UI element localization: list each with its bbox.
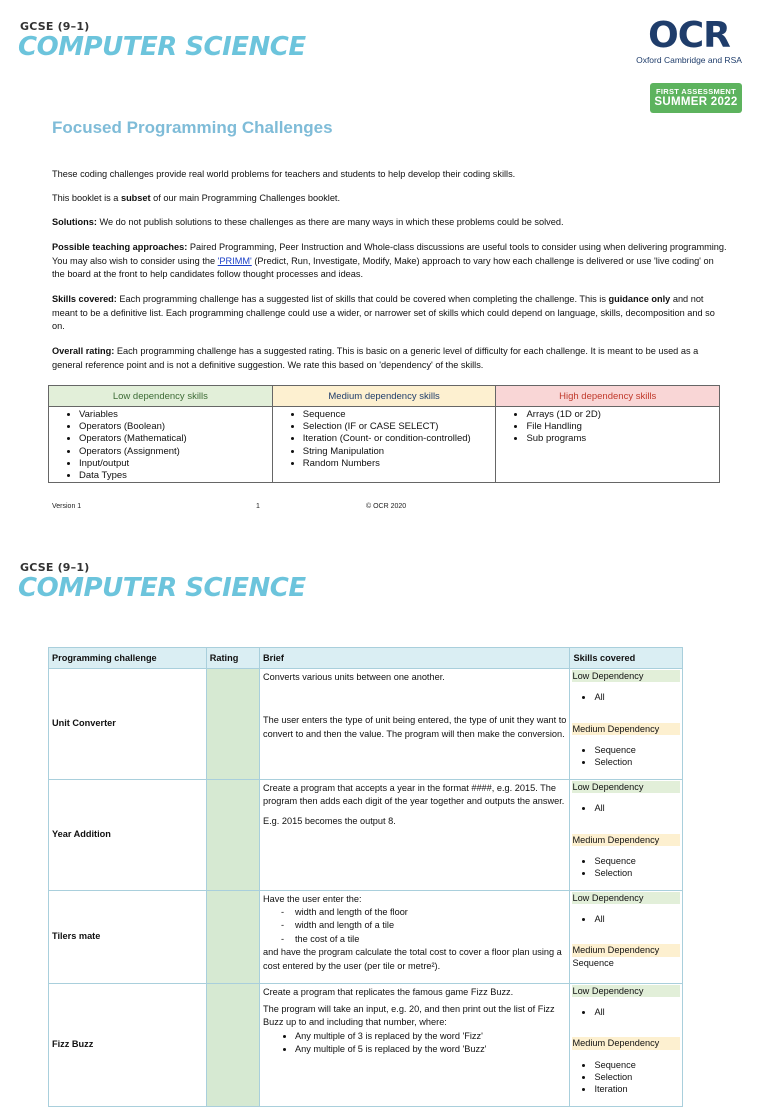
rating-text: Each programming challenge has a suggested rating. This is basic on a generic level of difficulty for each challenge. It is meant to be used as a general reference point and is not a definitive suggestion. We rate this based on 'dependency' of the skills. (52, 346, 699, 370)
gcse-label-page2: GCSE (9–1) (20, 561, 90, 574)
brief-text: and have the program calculate the total cost to cover a floor plan using a cost entered by the user (per tile or metre²). (262, 947, 562, 971)
medium-skills-list (273, 409, 496, 470)
list-item: • Iteration (Count- or condition-controlled) (303, 433, 496, 445)
list-item: • Sequence (594, 744, 680, 756)
list-item: • Operators (Mathematical) (79, 433, 272, 445)
list-item: • Iteration (594, 1083, 680, 1095)
low-dependency-label: Low Dependency (572, 985, 680, 997)
medium-dependency-label: Medium Dependency (572, 723, 680, 735)
medium-dependency-label: Medium Dependency (572, 834, 680, 846)
list-item: • All (594, 802, 680, 814)
column-header-challenge: Programming challenge (49, 648, 207, 669)
subset-post: of our main Programming Challenges booklet. (150, 193, 341, 203)
solutions-paragraph (52, 216, 728, 230)
dependency-header-row (49, 386, 720, 407)
teaching-label: Possible teaching approaches: (52, 242, 188, 252)
solutions-label: Solutions: (52, 217, 97, 227)
list-item: • All (594, 1006, 680, 1018)
subset-paragraph (52, 192, 728, 206)
rating-cell (206, 669, 259, 780)
subject-title: COMPUTER SCIENCE (18, 32, 306, 62)
skills-cell (570, 779, 683, 890)
high-dependency-cell (496, 407, 720, 483)
list-item: • Selection (IF or CASE SELECT) (303, 421, 496, 433)
list-item: • Sequence (303, 409, 496, 421)
skills-bold: guidance only (608, 294, 671, 304)
low-dependency-cell (49, 407, 273, 483)
skills-cell (570, 669, 683, 780)
challenge-name: Unit Converter (49, 669, 207, 780)
challenge-name: Year Addition (49, 779, 207, 890)
skills-label: Skills covered: (52, 294, 117, 304)
brief-cell (259, 890, 569, 983)
rating-label: Overall rating: (52, 346, 115, 356)
medium-skill-text: Sequence (572, 957, 614, 968)
gcse-label: GCSE (9–1) (20, 20, 90, 33)
ocr-logo-subtitle: Oxford Cambridge and RSA (636, 55, 742, 65)
column-header-rating: Rating (206, 648, 259, 669)
rating-cell (206, 983, 259, 1106)
intro-paragraph: These coding challenges provide real world problems for teachers and students to help develop their coding skills. (52, 169, 516, 179)
list-item: • Data Types (79, 470, 272, 482)
list-item: • Input/output (79, 458, 272, 470)
list-item: • Selection (594, 867, 680, 879)
list-item: • Random Numbers (303, 458, 496, 470)
low-skills-list (49, 409, 272, 482)
medium-dependency-label: Medium Dependency (572, 944, 680, 956)
list-item: • String Manipulation (303, 446, 496, 458)
footer-copyright: © OCR 2020 (366, 503, 407, 510)
ocr-logo-wordmark: OCR (648, 15, 730, 56)
high-dependency-header: High dependency skills (496, 386, 720, 407)
brief-text: E.g. 2015 becomes the output 8. (262, 815, 396, 826)
list-item: • All (594, 691, 680, 703)
brief-text: The user enters the type of unit being entered, the type of unit they want to convert to and then the value. The program will then make the conversion. (262, 715, 567, 739)
medium-dependency-cell (272, 407, 496, 483)
skills-text-2: and not meant to be a definitive list. Each programming challenge could use a wider, or narrower set of skills which could depend on language, skills, decomposition and so on. (52, 294, 715, 331)
table-row (49, 779, 683, 890)
brief-cell (259, 669, 569, 780)
challenges-table (48, 647, 683, 1107)
list-item: - width and length of the floor (281, 906, 566, 919)
list-item: • Any multiple of 3 is replaced by the word 'Fizz' (295, 1030, 566, 1043)
skills-paragraph (52, 293, 728, 334)
fizzbuzz-list (263, 1030, 566, 1057)
list-item: - width and length of a tile (281, 919, 566, 932)
teaching-text-2: (Predict, Run, Investigate, Modify, Make) approach to vary how each challenge is delivered or use 'live coding' on the board at the front to help candidates follow thought processes and ideas. (52, 255, 714, 279)
teaching-paragraph (52, 241, 728, 282)
brief-text: Have the user enter the: (262, 893, 362, 904)
brief-cell (259, 779, 569, 890)
list-item: • Operators (Assignment) (79, 446, 272, 458)
subject-title-page2: COMPUTER SCIENCE (18, 573, 306, 603)
footer-page-number: 1 (256, 503, 260, 510)
skills-text-1: Each programming challenge has a suggested list of skills that could be covered when completing the challenge. This is (116, 294, 609, 304)
table-row (49, 890, 683, 983)
challenges-header-row (49, 648, 683, 669)
brief-text: The program will take an input, e.g. 20, and then print out the list of Fizz Buzz up to and including that number, where: (262, 1003, 555, 1028)
primm-link[interactable]: 'PRIMM' (217, 255, 252, 266)
skills-cell (570, 890, 683, 983)
low-dependency-header: Low dependency skills (49, 386, 273, 407)
tilers-list (263, 906, 566, 946)
rating-paragraph (52, 345, 728, 372)
list-item: • Operators (Boolean) (79, 421, 272, 433)
column-header-brief: Brief (259, 648, 569, 669)
challenge-name: Fizz Buzz (49, 983, 207, 1106)
list-item: • File Handling (526, 421, 719, 433)
list-item: • All (594, 913, 680, 925)
list-item: • Sub programs (526, 433, 719, 445)
table-row (49, 983, 683, 1106)
skills-cell (570, 983, 683, 1106)
rating-cell (206, 890, 259, 983)
list-item: • Selection (594, 756, 680, 768)
ocr-logo (632, 15, 746, 65)
high-skills-list (496, 409, 719, 446)
dependency-table (48, 385, 720, 483)
low-dependency-label: Low Dependency (572, 892, 680, 904)
list-item: • Sequence (594, 855, 680, 867)
brief-text: Converts various units between one another. (262, 672, 445, 682)
low-dependency-label: Low Dependency (572, 781, 680, 793)
dependency-body-row (49, 407, 720, 483)
medium-dependency-header: Medium dependency skills (272, 386, 496, 407)
list-item: • Arrays (1D or 2D) (526, 409, 719, 421)
rating-cell (206, 779, 259, 890)
brief-text: Create a program that accepts a year in the format ####, e.g. 2015. The program then adds each digit of the year together and outputs the answer. (262, 782, 565, 807)
footer-version: Version 1 (52, 503, 82, 510)
subset-bold: subset (120, 193, 151, 203)
page-title: Focused Programming Challenges (52, 118, 333, 137)
brief-cell (259, 983, 569, 1106)
subset-pre: This booklet is a (52, 193, 121, 203)
first-assessment-badge (650, 83, 742, 113)
challenge-name: Tilers mate (49, 890, 207, 983)
badge-line1: FIRST ASSESSMENT (656, 87, 736, 96)
table-row (49, 669, 683, 780)
list-item: • Any multiple of 5 is replaced by the word 'Buzz' (295, 1043, 566, 1056)
medium-dependency-label: Medium Dependency (572, 1037, 680, 1049)
badge-line2: SUMMER 2022 (654, 96, 738, 108)
teaching-text-1: Paired Programming, Peer Instruction and Whole-class discussions are useful tools to consider using when delivering programming. You may also wish to consider using the (52, 242, 727, 266)
list-item: • Sequence (594, 1059, 680, 1071)
solutions-text: We do not publish solutions to these challenges as there are many ways in which these problems could be solved. (96, 217, 564, 227)
brief-text: Create a program that replicates the famous game Fizz Buzz. (262, 986, 514, 997)
list-item: - the cost of a tile (281, 933, 566, 946)
list-item: • Variables (79, 409, 272, 421)
column-header-skills: Skills covered (570, 648, 683, 669)
list-item: • Selection (594, 1071, 680, 1083)
low-dependency-label: Low Dependency (572, 670, 680, 682)
